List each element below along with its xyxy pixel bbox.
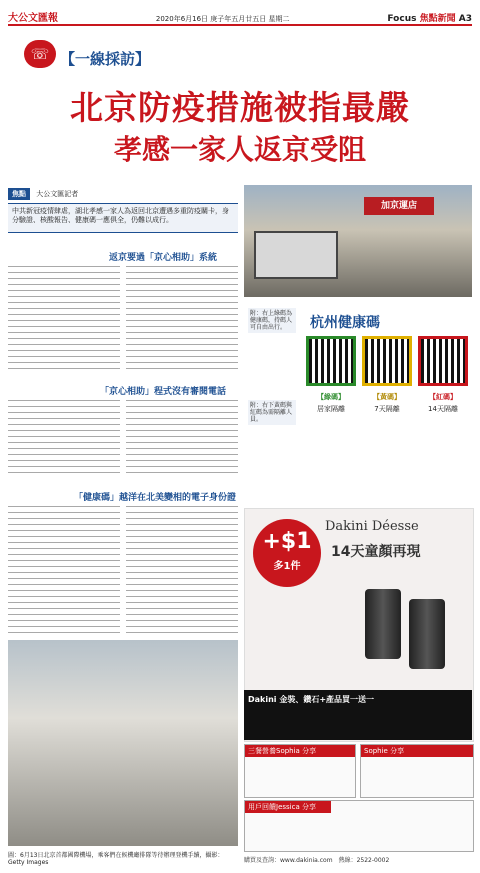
ad-band [244, 690, 472, 740]
headline-1: 北京防疫措施被指最嚴 [70, 88, 410, 127]
airport-photo [8, 640, 238, 846]
ad-footer: 購買及查詢：www.dakinia.com 熱線：2522-0002 [244, 857, 390, 864]
testimonial-2-title: Sophie 分享 [361, 745, 473, 757]
testimonial-3-title: 用戶回饋Jessica 分享 [245, 801, 331, 813]
testimonial-box-2 [360, 744, 474, 798]
red-qr-code [418, 336, 468, 386]
product-bottle-1 [365, 589, 401, 659]
green-qr-code [306, 336, 356, 386]
article-column-5 [8, 506, 120, 634]
page-number: A3 [458, 14, 472, 24]
article-column-4 [126, 400, 238, 474]
red-code-label: 【紅碼】 [429, 393, 457, 401]
station-photo [244, 185, 472, 297]
testimonial-box-1 [244, 744, 356, 798]
yellow-code-label: 【黃碼】 [373, 393, 401, 401]
lede-tag: 焦點 [8, 188, 30, 200]
article-column-3 [8, 400, 120, 474]
station-sign: 加京運店 [364, 197, 434, 215]
section-en: Focus [387, 14, 417, 24]
lede: 中共新冠疫情肆虐，湖北孝感一家人為返回北京遭遇多重防疫關卡，身分驗證、核酸報告、健康碼一應俱全，仍難以成行。 [8, 203, 238, 233]
chat-bubble-icon: ☏ [24, 40, 56, 68]
section-label [387, 11, 472, 24]
ad-brand: Dakini Déesse [325, 519, 419, 534]
promo-small: 多1件 [273, 561, 301, 572]
product-bottle-2 [409, 599, 445, 669]
article-column-6 [126, 506, 238, 634]
green-code-label: 【綠碼】 [317, 393, 345, 401]
note-green-code: 附：右上綠碼為健康碼，持碼人可自由出行。 [248, 308, 296, 333]
section-2-title: 「京心相助」程式沒有審閱電話 [99, 387, 226, 397]
section-3-title: 「健康碼」越洋在北美變相的電子身份證 [73, 493, 236, 503]
section-cn: 焦點新聞 [419, 14, 456, 24]
page-header [8, 8, 472, 26]
note-red-code: 附：右下黃碼與紅碼為需隔離人員。 [248, 400, 296, 425]
promo-big: +$1 [262, 529, 312, 554]
article-column-2 [126, 266, 238, 370]
date-line: 2020年6月16日 庚子年五月廿五日 星期二 [155, 15, 290, 23]
section-1-title: 返京要過「京心相助」系統 [108, 253, 217, 263]
ad-band-text: Dakini 金裝、鑽石+產品買一送一 [248, 695, 375, 704]
headline-2: 孝感一家人返京受阻 [113, 133, 366, 166]
green-code-caption: 居家隔離 [317, 405, 345, 413]
bus-image [254, 231, 338, 279]
article-column-1 [8, 266, 120, 370]
photo-caption: 圖：6月13日北京首都國際機場，乘客們在候機廳排隊等待辦理登機手續，攝影：Getty Images [8, 852, 224, 866]
kicker: 【一線採訪】 [60, 50, 151, 68]
ad-slogan: 14天童顏再現 [331, 544, 421, 560]
byline [8, 188, 238, 200]
paper-name: 大公文匯報 [8, 13, 58, 24]
hangzhou-health-code-title: 杭州健康碼 [310, 315, 380, 331]
testimonial-1-title: 三餐營養Sophia 分享 [245, 745, 355, 757]
yellow-qr-code [362, 336, 412, 386]
testimonial-box-3 [244, 800, 474, 852]
promo-badge [253, 519, 321, 587]
red-code-caption: 14天隔離 [428, 405, 458, 413]
lede-byline: 大公文匯記者 [36, 190, 79, 198]
yellow-code-caption: 7天隔離 [374, 405, 400, 413]
